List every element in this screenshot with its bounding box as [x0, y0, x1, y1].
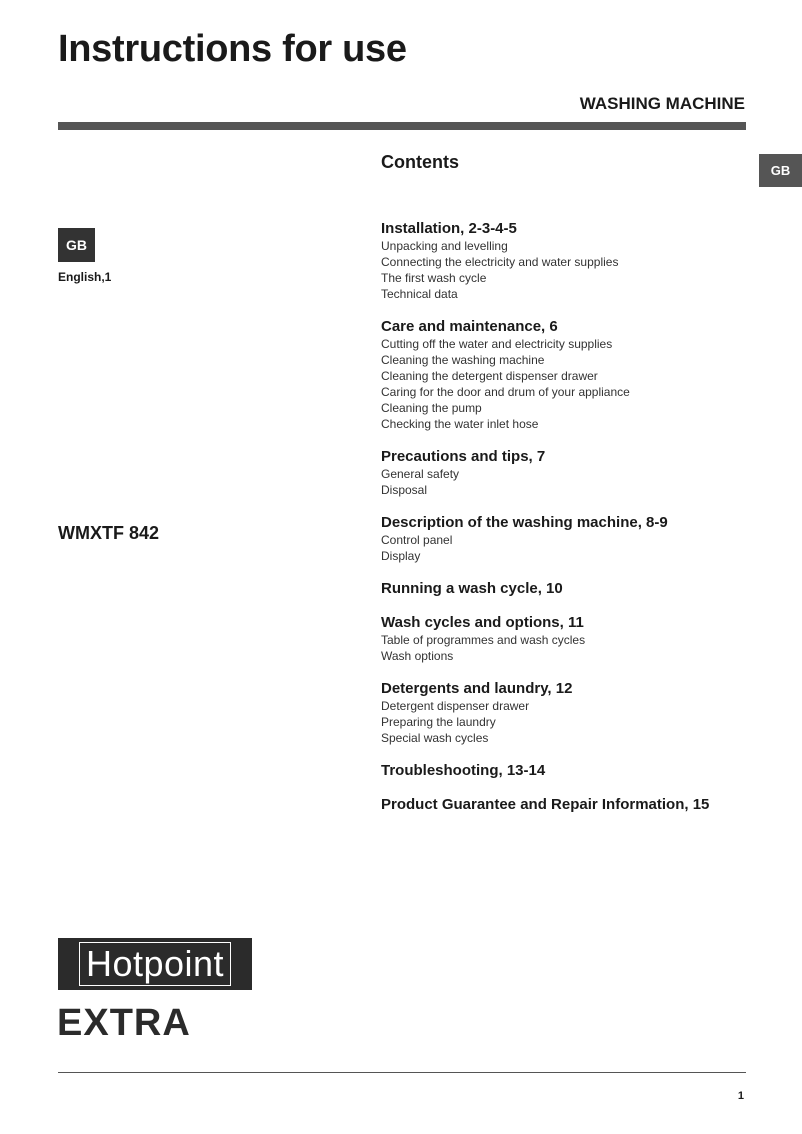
side-language-tab: GB — [759, 154, 802, 187]
header-rule — [58, 122, 746, 130]
toc-item: Cleaning the detergent dispenser drawer — [381, 369, 598, 383]
toc-section — [381, 219, 781, 302]
toc-item: Control panel — [381, 533, 453, 547]
toc-section — [381, 579, 781, 598]
toc-item: Connecting the electricity and water supplies — [381, 255, 619, 269]
toc-section-title: Product Guarantee and Repair Information, 15 — [381, 796, 710, 813]
contents-heading: Contents — [381, 152, 459, 172]
page-title: Instructions for use — [58, 28, 407, 70]
toc-section-title: Running a wash cycle, 10 — [381, 580, 563, 597]
toc-item: General safety — [381, 467, 460, 481]
product-type: WASHING MACHINE — [579, 94, 745, 113]
toc-section-title: Description of the washing machine, 8-9 — [381, 514, 668, 531]
toc-section-title: Precautions and tips, 7 — [381, 448, 546, 465]
toc-section — [381, 761, 781, 780]
language-badge: GB — [58, 228, 95, 262]
toc-item: Disposal — [381, 483, 428, 497]
toc-item: Cutting off the water and electricity supplies — [381, 337, 613, 351]
toc-item: Technical data — [381, 287, 458, 301]
toc-section-title: Troubleshooting, 13-14 — [381, 762, 546, 779]
table-of-contents — [381, 219, 781, 829]
toc-section-title: Installation, 2-3-4-5 — [381, 220, 517, 237]
toc-item: Cleaning the washing machine — [381, 353, 545, 367]
toc-section-title: Detergents and laundry, 12 — [381, 680, 573, 697]
toc-section — [381, 613, 781, 664]
toc-section — [381, 795, 781, 814]
toc-section — [381, 679, 781, 746]
hotpoint-logo — [58, 938, 252, 990]
toc-item: Table of programmes and wash cycles — [381, 633, 586, 647]
toc-section-title: Wash cycles and options, 11 — [381, 614, 584, 631]
model-number: WMXTF 842 — [58, 523, 160, 543]
logo-text: Hotpoint — [79, 942, 231, 986]
toc-item: Wash options — [381, 649, 454, 663]
toc-item: Display — [381, 549, 421, 563]
toc-item: Caring for the door and drum of your appliance — [381, 385, 630, 399]
toc-section-title: Care and maintenance, 6 — [381, 318, 558, 335]
toc-section — [381, 513, 781, 564]
toc-item: Preparing the laundry — [381, 715, 496, 729]
toc-item: Unpacking and levelling — [381, 239, 508, 253]
toc-section — [381, 317, 781, 432]
toc-item: Cleaning the pump — [381, 401, 482, 415]
toc-item: Detergent dispenser drawer — [381, 699, 530, 713]
toc-item: Checking the water inlet hose — [381, 417, 539, 431]
toc-item: The first wash cycle — [381, 271, 487, 285]
toc-section — [381, 447, 781, 498]
footer-rule — [58, 1072, 746, 1073]
product-line: EXTRA — [57, 1002, 191, 1044]
toc-item: Special wash cycles — [381, 731, 489, 745]
page-number: 1 — [737, 1090, 744, 1102]
language-label: English,1 — [58, 270, 112, 284]
